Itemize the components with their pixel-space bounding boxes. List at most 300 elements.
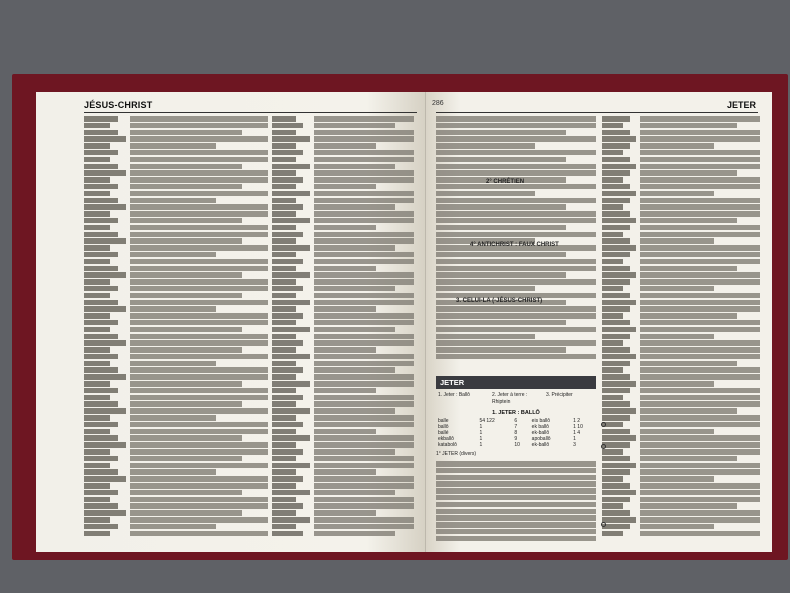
text-line xyxy=(602,150,623,156)
text-line xyxy=(272,266,296,272)
text-line xyxy=(640,327,760,333)
text-line xyxy=(436,475,596,481)
table-cell: ballé xyxy=(438,430,449,436)
text-line xyxy=(602,143,630,149)
text-line xyxy=(272,218,310,224)
text-line xyxy=(272,184,296,190)
text-line xyxy=(314,449,395,455)
text-line xyxy=(602,313,623,319)
text-line xyxy=(130,503,268,509)
text-line xyxy=(272,340,303,346)
text-line xyxy=(314,177,414,183)
sense-list xyxy=(436,389,596,408)
running-head-right: JETER xyxy=(726,100,756,110)
text-line xyxy=(602,293,630,299)
text-line xyxy=(272,300,310,306)
text-line xyxy=(314,429,376,435)
text-line xyxy=(602,272,636,278)
text-line xyxy=(84,184,118,190)
text-line xyxy=(602,497,630,503)
text-line xyxy=(640,259,760,265)
text-line xyxy=(314,347,376,353)
text-line xyxy=(602,449,623,455)
text-line xyxy=(84,198,118,204)
text-line xyxy=(436,502,596,508)
table-cell: 1 10 xyxy=(573,424,583,430)
text-line xyxy=(272,157,296,163)
text-line xyxy=(84,347,110,353)
text-line xyxy=(640,497,760,503)
table-cell: 10 xyxy=(514,442,520,448)
text-line xyxy=(314,306,376,312)
word-table xyxy=(436,418,596,448)
text-line xyxy=(130,497,268,503)
text-line xyxy=(84,442,126,448)
text-line xyxy=(272,476,303,482)
text-line xyxy=(272,198,296,204)
text-line xyxy=(272,463,310,469)
text-line xyxy=(130,123,268,129)
text-line xyxy=(314,524,414,530)
text-line xyxy=(640,130,760,136)
text-line xyxy=(602,517,636,523)
text-line xyxy=(640,483,760,489)
text-line xyxy=(436,354,596,360)
text-line xyxy=(272,469,296,475)
text-line xyxy=(84,395,110,401)
text-line xyxy=(272,170,296,176)
text-line xyxy=(84,517,110,523)
text-line xyxy=(640,136,760,142)
text-line xyxy=(436,320,566,326)
text-line xyxy=(602,327,636,333)
text-line xyxy=(314,490,395,496)
text-line xyxy=(602,245,636,251)
entry-note: 1° JETER (divers) xyxy=(436,451,477,457)
text-line xyxy=(314,510,376,516)
text-line xyxy=(436,232,596,238)
text-line xyxy=(84,381,110,387)
section-subheading: 3. CELUI-LA (-JÉSUS-CHRIST) xyxy=(456,298,543,304)
text-line xyxy=(84,435,118,441)
text-line xyxy=(602,415,630,421)
text-line xyxy=(436,143,535,149)
text-line xyxy=(84,429,110,435)
text-line xyxy=(602,456,630,462)
page-number: 286 xyxy=(432,100,444,107)
text-line xyxy=(602,259,623,265)
text-line xyxy=(640,232,760,238)
text-line xyxy=(314,476,414,482)
text-line xyxy=(272,354,310,360)
text-line xyxy=(130,408,268,414)
text-line xyxy=(602,435,636,441)
text-line xyxy=(314,401,414,407)
table-cell: eis ballô xyxy=(531,418,551,424)
text-line xyxy=(314,483,414,489)
text-line xyxy=(130,476,268,482)
text-line xyxy=(640,354,760,360)
text-line xyxy=(84,123,110,129)
text-line xyxy=(272,143,296,149)
text-line xyxy=(314,164,395,170)
text-line xyxy=(84,136,126,142)
text-line xyxy=(640,245,760,251)
text-line xyxy=(602,300,636,306)
text-line xyxy=(602,252,630,258)
text-line xyxy=(84,143,110,149)
text-line xyxy=(84,232,118,238)
text-line xyxy=(314,497,414,503)
text-line xyxy=(272,272,310,278)
text-line xyxy=(130,300,268,306)
text-line xyxy=(436,211,596,217)
sense-3: 3. Précipiter xyxy=(546,392,573,398)
table-cell: 1 2 xyxy=(573,418,581,424)
text-line xyxy=(640,442,760,448)
text-line xyxy=(130,313,268,319)
text-line xyxy=(130,266,268,272)
text-line xyxy=(602,191,636,197)
text-line xyxy=(84,503,118,509)
text-line xyxy=(272,130,296,136)
text-line xyxy=(602,211,630,217)
text-line xyxy=(640,435,760,441)
text-line xyxy=(436,164,596,170)
text-line xyxy=(272,442,296,448)
text-line xyxy=(130,483,268,489)
text-line xyxy=(130,327,242,333)
text-line xyxy=(130,354,268,360)
table-cell: 1 xyxy=(573,436,576,442)
text-line xyxy=(640,456,737,462)
table-cell: apoballô xyxy=(531,436,551,442)
text-line xyxy=(436,340,596,346)
text-line xyxy=(640,170,737,176)
text-line xyxy=(602,157,630,163)
text-line xyxy=(602,503,623,509)
table-cell: ballô xyxy=(438,424,449,430)
text-line xyxy=(314,198,414,204)
text-line xyxy=(84,374,126,380)
text-line xyxy=(130,198,216,204)
text-line xyxy=(640,469,760,475)
text-line xyxy=(130,143,216,149)
text-line xyxy=(84,191,110,197)
text-column xyxy=(640,116,760,546)
text-line xyxy=(130,259,268,265)
text-line xyxy=(314,279,414,285)
text-line xyxy=(436,306,596,312)
text-line xyxy=(130,517,268,523)
table-cell: 1 xyxy=(479,430,483,436)
text-line xyxy=(640,198,760,204)
text-line xyxy=(640,225,760,231)
text-line xyxy=(272,388,296,394)
text-line xyxy=(84,415,110,421)
text-line xyxy=(130,116,268,122)
text-line xyxy=(84,225,110,231)
text-line xyxy=(640,272,760,278)
text-line xyxy=(602,510,630,516)
text-line xyxy=(640,218,737,224)
text-line xyxy=(314,143,376,149)
text-line xyxy=(602,198,630,204)
text-line xyxy=(314,320,414,326)
text-line xyxy=(130,293,242,299)
text-line xyxy=(84,252,118,258)
text-line xyxy=(436,536,596,542)
text-line xyxy=(84,306,126,312)
text-line xyxy=(640,252,760,258)
text-line xyxy=(640,164,760,170)
text-line xyxy=(314,354,414,360)
table-row xyxy=(436,442,596,448)
text-line xyxy=(84,320,118,326)
text-line xyxy=(130,150,268,156)
text-line xyxy=(640,408,737,414)
text-line xyxy=(640,204,760,210)
text-line xyxy=(130,238,242,244)
text-line xyxy=(272,449,303,455)
text-line xyxy=(130,252,216,258)
text-line xyxy=(436,252,566,258)
text-line xyxy=(436,347,566,353)
text-line xyxy=(602,116,630,122)
text-line xyxy=(436,522,596,528)
text-line xyxy=(272,531,303,537)
text-line xyxy=(130,374,268,380)
text-line xyxy=(602,408,636,414)
text-line xyxy=(602,232,623,238)
text-line xyxy=(640,401,760,407)
jeter-entry xyxy=(436,376,596,543)
text-line xyxy=(130,191,268,197)
section-subheading: 4° ANTICHRIST : FAUX CHRIST xyxy=(470,242,559,248)
text-line xyxy=(130,272,242,278)
text-line xyxy=(272,191,310,197)
text-line xyxy=(314,415,414,421)
section-subheading: 2° CHRÉTIEN xyxy=(486,179,525,185)
text-line xyxy=(130,367,268,373)
text-line xyxy=(314,293,414,299)
text-column xyxy=(130,116,268,546)
text-line xyxy=(314,361,414,367)
text-line xyxy=(272,456,296,462)
text-line xyxy=(314,334,414,340)
text-line xyxy=(272,177,303,183)
text-line xyxy=(130,211,268,217)
text-line xyxy=(130,225,268,231)
table-cell: 1 xyxy=(479,424,483,430)
text-line xyxy=(602,381,636,387)
table-cell: 9 xyxy=(514,436,518,442)
text-line xyxy=(314,245,395,251)
text-line xyxy=(314,517,414,523)
text-line xyxy=(272,327,310,333)
text-line xyxy=(602,463,636,469)
text-line xyxy=(436,123,596,129)
text-line xyxy=(314,340,414,346)
text-line xyxy=(640,266,737,272)
text-line xyxy=(602,225,630,231)
text-line xyxy=(84,300,118,306)
text-line xyxy=(640,517,760,523)
header-rule xyxy=(436,112,758,113)
text-line xyxy=(314,456,414,462)
text-line xyxy=(272,252,296,258)
text-line xyxy=(272,164,310,170)
circle-marker-icon xyxy=(601,444,606,449)
text-line xyxy=(640,191,714,197)
text-line xyxy=(602,204,623,210)
text-line xyxy=(314,388,376,394)
text-line xyxy=(640,157,760,163)
text-line xyxy=(640,531,760,537)
sense-2: 2. Jeter à terre : Rhiptein xyxy=(492,392,528,405)
text-line xyxy=(436,272,566,278)
text-line xyxy=(84,490,118,496)
text-line xyxy=(314,191,414,197)
text-line xyxy=(314,252,414,258)
text-line xyxy=(272,503,303,509)
text-line xyxy=(272,381,310,387)
table-cell: balle xyxy=(438,418,449,424)
text-line xyxy=(602,442,630,448)
text-line xyxy=(272,361,296,367)
text-line xyxy=(84,401,118,407)
text-line xyxy=(130,388,268,394)
text-line xyxy=(84,469,118,475)
text-line xyxy=(602,340,623,346)
text-line xyxy=(84,279,110,285)
text-line xyxy=(314,395,414,401)
text-line xyxy=(640,374,760,380)
text-line xyxy=(314,374,414,380)
text-line xyxy=(272,524,296,530)
text-line xyxy=(436,218,596,224)
table-cell: 3 xyxy=(573,442,576,448)
text-line xyxy=(130,435,242,441)
text-column xyxy=(314,116,414,546)
text-line xyxy=(130,170,268,176)
text-line xyxy=(314,130,414,136)
text-line xyxy=(272,510,296,516)
text-line xyxy=(130,510,242,516)
text-line xyxy=(602,490,636,496)
table-cell: ek ballô xyxy=(531,424,549,430)
text-line xyxy=(314,238,414,244)
text-line xyxy=(602,320,630,326)
text-line xyxy=(602,531,623,537)
text-line xyxy=(602,469,630,475)
text-line xyxy=(272,483,296,489)
text-line xyxy=(640,381,714,387)
text-line xyxy=(130,136,268,142)
text-line xyxy=(84,483,110,489)
circle-marker-icon xyxy=(601,422,606,427)
text-line xyxy=(640,347,760,353)
text-line xyxy=(436,266,596,272)
text-line xyxy=(130,347,242,353)
text-line xyxy=(130,415,216,421)
text-line xyxy=(640,463,760,469)
text-line xyxy=(84,456,118,462)
text-line xyxy=(640,306,760,312)
text-line xyxy=(436,170,596,176)
text-line xyxy=(640,238,714,244)
text-line xyxy=(436,116,596,122)
text-line xyxy=(130,395,268,401)
text-line xyxy=(84,327,110,333)
text-line xyxy=(640,150,760,156)
text-line xyxy=(272,136,310,142)
text-line xyxy=(602,266,630,272)
text-line xyxy=(130,184,242,190)
text-line xyxy=(640,388,760,394)
text-line xyxy=(602,361,630,367)
text-line xyxy=(130,320,268,326)
text-line xyxy=(84,177,110,183)
text-line xyxy=(130,361,216,367)
text-line xyxy=(602,367,623,373)
text-line xyxy=(314,136,414,142)
text-line xyxy=(314,313,414,319)
text-line xyxy=(84,286,118,292)
text-line xyxy=(272,347,296,353)
text-line xyxy=(640,510,760,516)
table-cell: 6 xyxy=(514,418,518,424)
text-line xyxy=(314,408,395,414)
text-line xyxy=(640,367,760,373)
table-cell: 1 xyxy=(479,442,483,448)
text-line xyxy=(436,529,596,535)
text-line xyxy=(640,116,760,122)
text-line xyxy=(436,313,596,319)
text-line xyxy=(272,204,303,210)
text-line xyxy=(436,225,566,231)
table-cell: 1 4 xyxy=(573,430,581,436)
text-line xyxy=(130,429,268,435)
text-line xyxy=(602,334,630,340)
text-line xyxy=(640,449,760,455)
text-line xyxy=(272,435,310,441)
text-line xyxy=(84,170,126,176)
text-line xyxy=(436,191,535,197)
text-line xyxy=(272,123,303,129)
text-line xyxy=(640,340,760,346)
text-line xyxy=(314,150,414,156)
text-line xyxy=(272,211,296,217)
text-line xyxy=(130,449,268,455)
text-line xyxy=(84,334,118,340)
entry-title-bar: JETER xyxy=(436,376,596,389)
text-line xyxy=(640,490,760,496)
text-line xyxy=(436,495,596,501)
text-line xyxy=(272,259,303,265)
text-line xyxy=(436,515,596,521)
text-line xyxy=(602,286,623,292)
text-line xyxy=(314,123,395,129)
text-line xyxy=(272,225,296,231)
text-line xyxy=(130,130,242,136)
text-line xyxy=(84,524,118,530)
text-line xyxy=(602,354,636,360)
text-column xyxy=(436,116,596,366)
text-line xyxy=(84,354,118,360)
text-line xyxy=(130,381,242,387)
text-line xyxy=(84,497,110,503)
